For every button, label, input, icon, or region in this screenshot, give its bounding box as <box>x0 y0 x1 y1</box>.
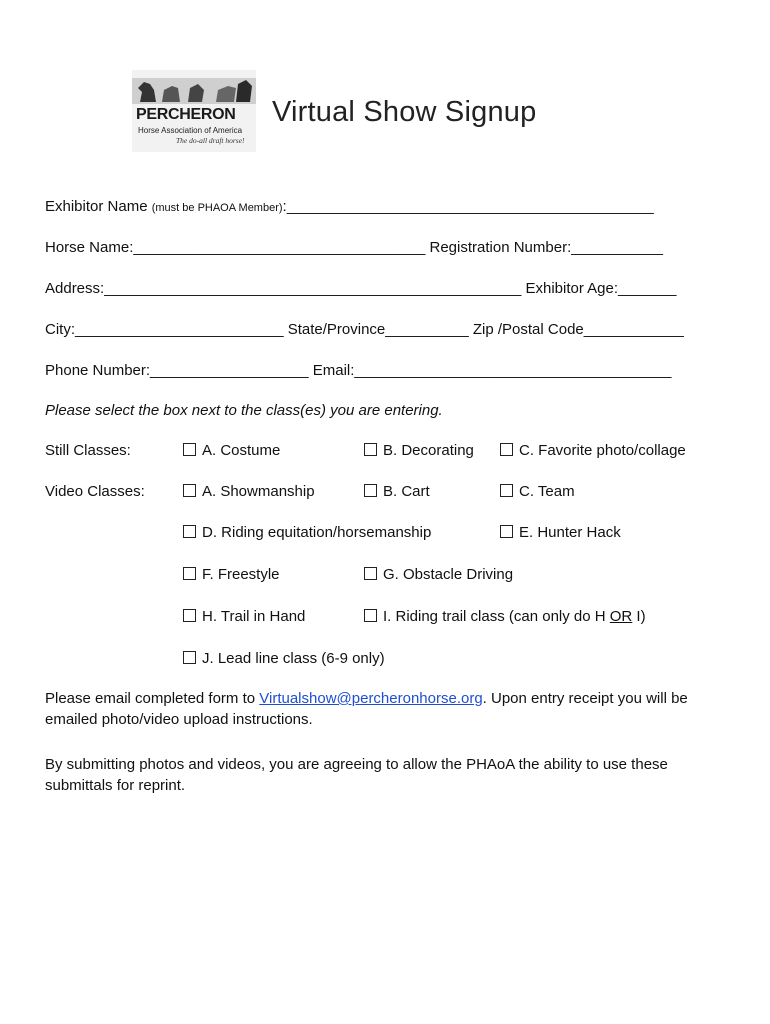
checkbox-video-d[interactable]: D. Riding equitation/horsemanship <box>183 524 431 541</box>
checkbox-icon[interactable] <box>183 484 196 497</box>
page-title: Virtual Show Signup <box>272 96 537 128</box>
checkbox-icon[interactable] <box>364 609 377 622</box>
checkbox-video-g[interactable]: G. Obstacle Driving <box>364 566 513 583</box>
checkbox-icon[interactable] <box>183 609 196 622</box>
horse-silhouettes-icon <box>132 78 256 104</box>
checkbox-icon[interactable] <box>364 567 377 580</box>
checkbox-icon[interactable] <box>364 443 377 456</box>
address-age-field[interactable]: Address:__________________________________________________ Exhibitor Age:_______ <box>45 280 677 297</box>
checkbox-icon[interactable] <box>500 443 513 456</box>
horse-name-registration-field[interactable]: Horse Name:___________________________________ Registration Number:___________ <box>45 239 663 256</box>
checkbox-still-a[interactable]: A. Costume <box>183 442 280 459</box>
email-instructions: Please email completed form to Virtualshow@percheronhorse.org. Upon entry receipt you will be emailed photo/video upload instructions. <box>45 690 688 728</box>
checkbox-still-c[interactable]: C. Favorite photo/collage <box>500 442 686 459</box>
exhibitor-name-blank[interactable]: :____________________________________________ <box>282 198 654 215</box>
checkbox-video-b[interactable]: B. Cart <box>364 483 430 500</box>
checkbox-video-a[interactable]: A. Showmanship <box>183 483 315 500</box>
logo-tagline: The do-all draft horse! <box>176 136 245 145</box>
video-classes-label: Video Classes: <box>45 483 145 500</box>
city-state-zip-field[interactable]: City:_________________________ State/Province__________ Zip /Postal Code____________ <box>45 321 684 338</box>
checkbox-icon[interactable] <box>500 525 513 538</box>
logo-wordmark: PERCHERON <box>136 106 236 123</box>
exhibitor-name-note: (must be PHAOA Member) <box>151 202 283 214</box>
checkbox-icon[interactable] <box>500 484 513 497</box>
percheron-logo <box>132 70 256 152</box>
exhibitor-name-field[interactable] <box>45 198 654 215</box>
agreement-text: By submitting photos and videos, you are agreeing to allow the PHAoA the ability to use these submittals for reprint. <box>45 756 668 794</box>
logo-subtitle: Horse Association of America <box>138 126 243 135</box>
checkbox-icon[interactable] <box>183 443 196 456</box>
checkbox-video-i[interactable]: I. Riding trail class (can only do H OR I) <box>364 608 646 625</box>
checkbox-video-c[interactable]: C. Team <box>500 483 575 500</box>
still-classes-label: Still Classes: <box>45 442 131 459</box>
checkbox-video-j[interactable]: J. Lead line class (6-9 only) <box>183 650 385 667</box>
phone-email-field[interactable]: Phone Number:___________________ Email:______________________________________ <box>45 362 672 379</box>
checkbox-video-e[interactable]: E. Hunter Hack <box>500 524 621 541</box>
checkbox-video-h[interactable]: H. Trail in Hand <box>183 608 305 625</box>
checkbox-icon[interactable] <box>364 484 377 497</box>
checkbox-still-b[interactable]: B. Decorating <box>364 442 474 459</box>
checkbox-icon[interactable] <box>183 651 196 664</box>
class-instructions: Please select the box next to the class(es) you are entering. <box>45 402 443 419</box>
email-link[interactable]: Virtualshow@percheronhorse.org <box>259 690 483 707</box>
checkbox-video-f[interactable]: F. Freestyle <box>183 566 280 583</box>
checkbox-icon[interactable] <box>183 525 196 538</box>
exhibitor-name-label: Exhibitor Name <box>45 198 152 215</box>
checkbox-icon[interactable] <box>183 567 196 580</box>
